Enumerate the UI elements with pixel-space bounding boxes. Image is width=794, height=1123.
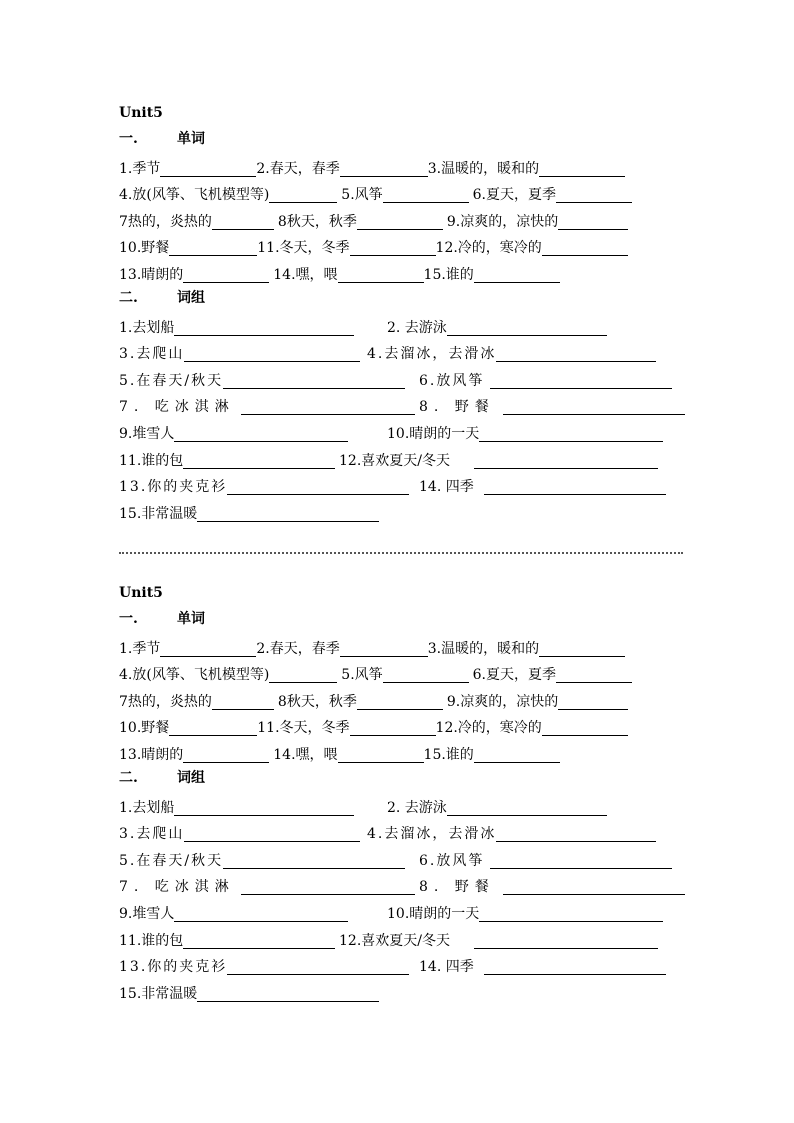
phrase-label: 6.放风筝 <box>419 372 485 389</box>
phrase-label: 11.谁的包 <box>119 452 184 469</box>
answer-blank[interactable] <box>338 264 424 283</box>
word-label: 4.放(风筝、飞机模型等) <box>119 667 270 684</box>
phrase-label: 14. 四季 <box>419 479 474 496</box>
word-item <box>443 691 628 712</box>
phrase-label: 9.堆雪人 <box>119 425 175 442</box>
phrase-item <box>119 850 419 871</box>
phrase-item <box>119 370 419 391</box>
answer-blank[interactable] <box>496 823 656 842</box>
phrase-label: 15.非常温暖 <box>119 985 198 1002</box>
word-item <box>428 638 625 659</box>
word-item <box>337 664 468 685</box>
answer-blank[interactable] <box>474 264 560 283</box>
word-row <box>119 659 675 686</box>
word-item <box>274 691 443 712</box>
answer-blank[interactable] <box>174 423 348 442</box>
phrase-row <box>119 338 675 365</box>
phrase-item <box>419 476 666 497</box>
answer-blank[interactable] <box>212 691 274 710</box>
answer-blank[interactable] <box>183 264 269 283</box>
answer-blank[interactable] <box>479 423 663 442</box>
phrase-row <box>119 924 675 951</box>
word-row <box>119 632 675 659</box>
word-item <box>119 264 269 285</box>
answer-blank[interactable] <box>197 983 379 1002</box>
answer-blank[interactable] <box>169 237 257 256</box>
word-label: 6.夏天，夏季 <box>472 667 556 684</box>
phrase-label: 15.非常温暖 <box>119 505 198 522</box>
phrase-item <box>419 956 666 977</box>
answer-blank[interactable] <box>503 396 685 415</box>
word-label: 2.春天，春季 <box>256 640 340 657</box>
answer-blank[interactable] <box>447 317 607 336</box>
word-item <box>257 237 435 258</box>
phrase-row <box>119 791 675 818</box>
phrase-label: 10.晴朗的一天 <box>387 425 480 442</box>
word-label: 10.野餐 <box>119 240 170 257</box>
cut-line-divider <box>119 552 683 554</box>
word-item <box>119 717 257 738</box>
word-label: 12.冷的，寒冷的 <box>435 240 542 257</box>
answer-blank[interactable] <box>269 184 337 203</box>
answer-blank[interactable] <box>169 717 257 736</box>
phrase-row <box>119 844 675 871</box>
word-label: 15.谁的 <box>423 266 474 283</box>
worksheet-bottom <box>119 580 675 1004</box>
phrase-label: 3.去爬山 <box>119 826 185 843</box>
phrase-row <box>119 951 675 978</box>
word-row <box>119 258 675 285</box>
answer-blank[interactable] <box>183 744 269 763</box>
answer-blank[interactable] <box>357 691 443 710</box>
phrase-label: 13.你的夹克衫 <box>119 479 228 496</box>
word-item <box>269 264 423 285</box>
phrase-label: 11.谁的包 <box>119 932 184 949</box>
word-row <box>119 179 675 206</box>
word-label: 5.风筝 <box>341 667 383 684</box>
section-label: 单词 <box>177 611 205 627</box>
answer-blank[interactable] <box>484 956 666 975</box>
word-label: 9.凉爽的，凉快的 <box>446 693 559 710</box>
section-phrases-heading <box>119 765 675 791</box>
section-number: 二. <box>119 289 138 306</box>
phrase-item <box>119 476 419 497</box>
answer-blank[interactable] <box>474 930 658 949</box>
word-label: 11.冬天，冬季 <box>257 240 350 257</box>
phrase-label: 7. 吃冰淇淋 <box>119 399 235 416</box>
phrase-item <box>367 823 656 844</box>
answer-blank[interactable] <box>160 638 256 657</box>
phrase-row <box>119 471 675 498</box>
phrase-item <box>119 450 339 471</box>
word-row <box>119 232 675 259</box>
answer-blank[interactable] <box>340 158 428 177</box>
answer-blank[interactable] <box>183 930 335 949</box>
phrase-item <box>119 503 379 524</box>
answer-blank[interactable] <box>183 450 335 469</box>
word-label: 13.晴朗的 <box>119 266 184 283</box>
phrase-item <box>119 903 387 924</box>
answer-blank[interactable] <box>269 664 337 683</box>
phrase-label: 4.去溜冰，去滑冰 <box>367 826 497 843</box>
phrase-item <box>119 983 379 1004</box>
word-item <box>256 638 427 659</box>
phrase-label: 5.在春天/秋天 <box>119 372 224 389</box>
phrase-label: 2. 去游泳 <box>387 319 447 336</box>
answer-blank[interactable] <box>539 638 625 657</box>
phrase-item <box>339 450 658 471</box>
answer-blank[interactable] <box>174 903 348 922</box>
phrase-row <box>119 391 675 418</box>
phrase-item <box>119 876 419 897</box>
answer-blank[interactable] <box>350 237 436 256</box>
word-item <box>119 691 274 712</box>
phrase-item <box>419 370 672 391</box>
answer-blank[interactable] <box>241 396 415 415</box>
word-label: 1.季节 <box>119 640 161 657</box>
phrase-label: 9.堆雪人 <box>119 905 175 922</box>
answer-blank[interactable] <box>227 956 409 975</box>
answer-blank[interactable] <box>241 876 415 895</box>
word-label: 14.嘿，喂 <box>273 746 338 763</box>
phrase-item <box>119 930 339 951</box>
phrase-row <box>119 444 675 471</box>
answer-blank[interactable] <box>184 823 360 842</box>
phrase-label: 6.放风筝 <box>419 852 485 869</box>
word-label: 8秋天，秋季 <box>277 213 357 230</box>
phrase-row <box>119 818 675 845</box>
word-item <box>119 744 269 765</box>
phrase-label: 13.你的夹克衫 <box>119 959 228 976</box>
answer-blank[interactable] <box>558 691 628 710</box>
section-number: 一. <box>119 131 138 147</box>
phrase-item <box>387 797 607 818</box>
word-row <box>119 205 675 232</box>
word-item <box>424 744 560 765</box>
phrase-row <box>119 977 675 1004</box>
word-item <box>274 211 443 232</box>
word-item <box>257 717 435 738</box>
section-phrases-heading <box>119 285 675 311</box>
phrase-item <box>387 423 663 444</box>
answer-blank[interactable] <box>340 638 428 657</box>
phrase-label: 12.喜欢夏天/冬天 <box>339 932 450 949</box>
answer-blank[interactable] <box>474 450 658 469</box>
section-words-heading <box>119 126 675 152</box>
answer-blank[interactable] <box>227 476 409 495</box>
word-item <box>428 158 625 179</box>
phrase-label: 12.喜欢夏天/冬天 <box>339 452 450 469</box>
phrase-item <box>119 956 419 977</box>
phrase-item <box>119 797 387 818</box>
phrase-row <box>119 497 675 524</box>
phrase-label: 4.去溜冰，去滑冰 <box>367 346 497 363</box>
phrase-item <box>419 850 672 871</box>
phrase-label: 10.晴朗的一天 <box>387 905 480 922</box>
word-label: 3.温暖的，暖和的 <box>427 160 540 177</box>
section-label: 词组 <box>177 289 205 306</box>
section-label: 词组 <box>177 769 205 786</box>
word-item <box>119 638 256 659</box>
section-number: 二. <box>119 769 138 786</box>
phrase-label: 2. 去游泳 <box>387 799 447 816</box>
word-item <box>436 237 628 258</box>
phrase-label: 1.去划船 <box>119 319 175 336</box>
section-label: 单词 <box>177 131 205 147</box>
phrase-row <box>119 871 675 898</box>
word-label: 2.春天，春季 <box>256 160 340 177</box>
answer-blank[interactable] <box>542 717 628 736</box>
word-item <box>119 184 337 205</box>
answer-blank[interactable] <box>539 158 625 177</box>
answer-blank[interactable] <box>474 744 560 763</box>
word-item <box>256 158 427 179</box>
word-label: 4.放(风筝、飞机模型等) <box>119 187 270 204</box>
answer-blank[interactable] <box>484 476 666 495</box>
section-words-heading <box>119 606 675 632</box>
word-label: 6.夏天，夏季 <box>472 187 556 204</box>
phrase-label: 1.去划船 <box>119 799 175 816</box>
word-row <box>119 685 675 712</box>
section-number: 一. <box>119 611 138 627</box>
answer-blank[interactable] <box>350 717 436 736</box>
phrase-label: 8. 野餐 <box>419 399 495 416</box>
word-label: 7热的，炎热的 <box>119 213 212 230</box>
word-item <box>469 664 632 685</box>
word-label: 12.冷的，寒冷的 <box>435 720 542 737</box>
phrase-label: 8. 野餐 <box>419 879 495 896</box>
answer-blank[interactable] <box>223 850 405 869</box>
worksheet-title: Unit5 <box>119 105 163 121</box>
word-item <box>469 184 632 205</box>
word-item <box>337 184 468 205</box>
answer-blank[interactable] <box>556 664 632 683</box>
answer-blank[interactable] <box>197 503 379 522</box>
word-label: 10.野餐 <box>119 720 170 737</box>
word-item <box>443 211 628 232</box>
phrase-label: 3.去爬山 <box>119 346 185 363</box>
phrase-item <box>119 396 419 417</box>
phrase-item <box>419 396 685 417</box>
answer-blank[interactable] <box>479 903 663 922</box>
phrase-item <box>339 930 658 951</box>
answer-blank[interactable] <box>184 343 360 362</box>
answer-blank[interactable] <box>383 184 469 203</box>
answer-blank[interactable] <box>558 211 628 230</box>
answer-blank[interactable] <box>542 237 628 256</box>
word-label: 3.温暖的，暖和的 <box>427 640 540 657</box>
phrase-item <box>387 317 607 338</box>
word-item <box>269 744 423 765</box>
answer-blank[interactable] <box>556 184 632 203</box>
word-item <box>119 211 274 232</box>
word-label: 8秋天，秋季 <box>277 693 357 710</box>
answer-blank[interactable] <box>503 876 685 895</box>
answer-blank[interactable] <box>338 744 424 763</box>
answer-blank[interactable] <box>496 343 656 362</box>
phrase-item <box>119 423 387 444</box>
worksheet-title: Unit5 <box>119 585 163 601</box>
phrase-row <box>119 364 675 391</box>
word-row <box>119 738 675 765</box>
worksheet-top <box>119 100 675 524</box>
word-item <box>119 237 257 258</box>
answer-blank[interactable] <box>490 370 672 389</box>
word-label: 15.谁的 <box>423 746 474 763</box>
word-label: 7热的，炎热的 <box>119 693 212 710</box>
phrase-label: 14. 四季 <box>419 959 474 976</box>
answer-blank[interactable] <box>160 158 256 177</box>
answer-blank[interactable] <box>447 797 607 816</box>
phrase-row <box>119 311 675 338</box>
word-item <box>119 664 337 685</box>
word-row <box>119 712 675 739</box>
phrase-item <box>119 823 367 844</box>
word-label: 13.晴朗的 <box>119 746 184 763</box>
answer-blank[interactable] <box>174 797 354 816</box>
word-label: 5.风筝 <box>341 187 383 204</box>
answer-blank[interactable] <box>383 664 469 683</box>
phrase-row <box>119 897 675 924</box>
phrase-label: 5.在春天/秋天 <box>119 852 224 869</box>
phrase-label: 7. 吃冰淇淋 <box>119 879 235 896</box>
answer-blank[interactable] <box>174 317 354 336</box>
word-item <box>119 158 256 179</box>
word-label: 14.嘿，喂 <box>273 266 338 283</box>
answer-blank[interactable] <box>357 211 443 230</box>
word-label: 9.凉爽的，凉快的 <box>446 213 559 230</box>
word-item <box>424 264 560 285</box>
phrase-item <box>387 903 663 924</box>
word-row <box>119 152 675 179</box>
phrase-item <box>119 317 387 338</box>
word-label: 1.季节 <box>119 160 161 177</box>
answer-blank[interactable] <box>223 370 405 389</box>
answer-blank[interactable] <box>212 211 274 230</box>
phrase-row <box>119 417 675 444</box>
phrase-item <box>367 343 656 364</box>
answer-blank[interactable] <box>490 850 672 869</box>
word-item <box>436 717 628 738</box>
phrase-item <box>419 876 685 897</box>
phrase-item <box>119 343 367 364</box>
word-label: 11.冬天，冬季 <box>257 720 350 737</box>
